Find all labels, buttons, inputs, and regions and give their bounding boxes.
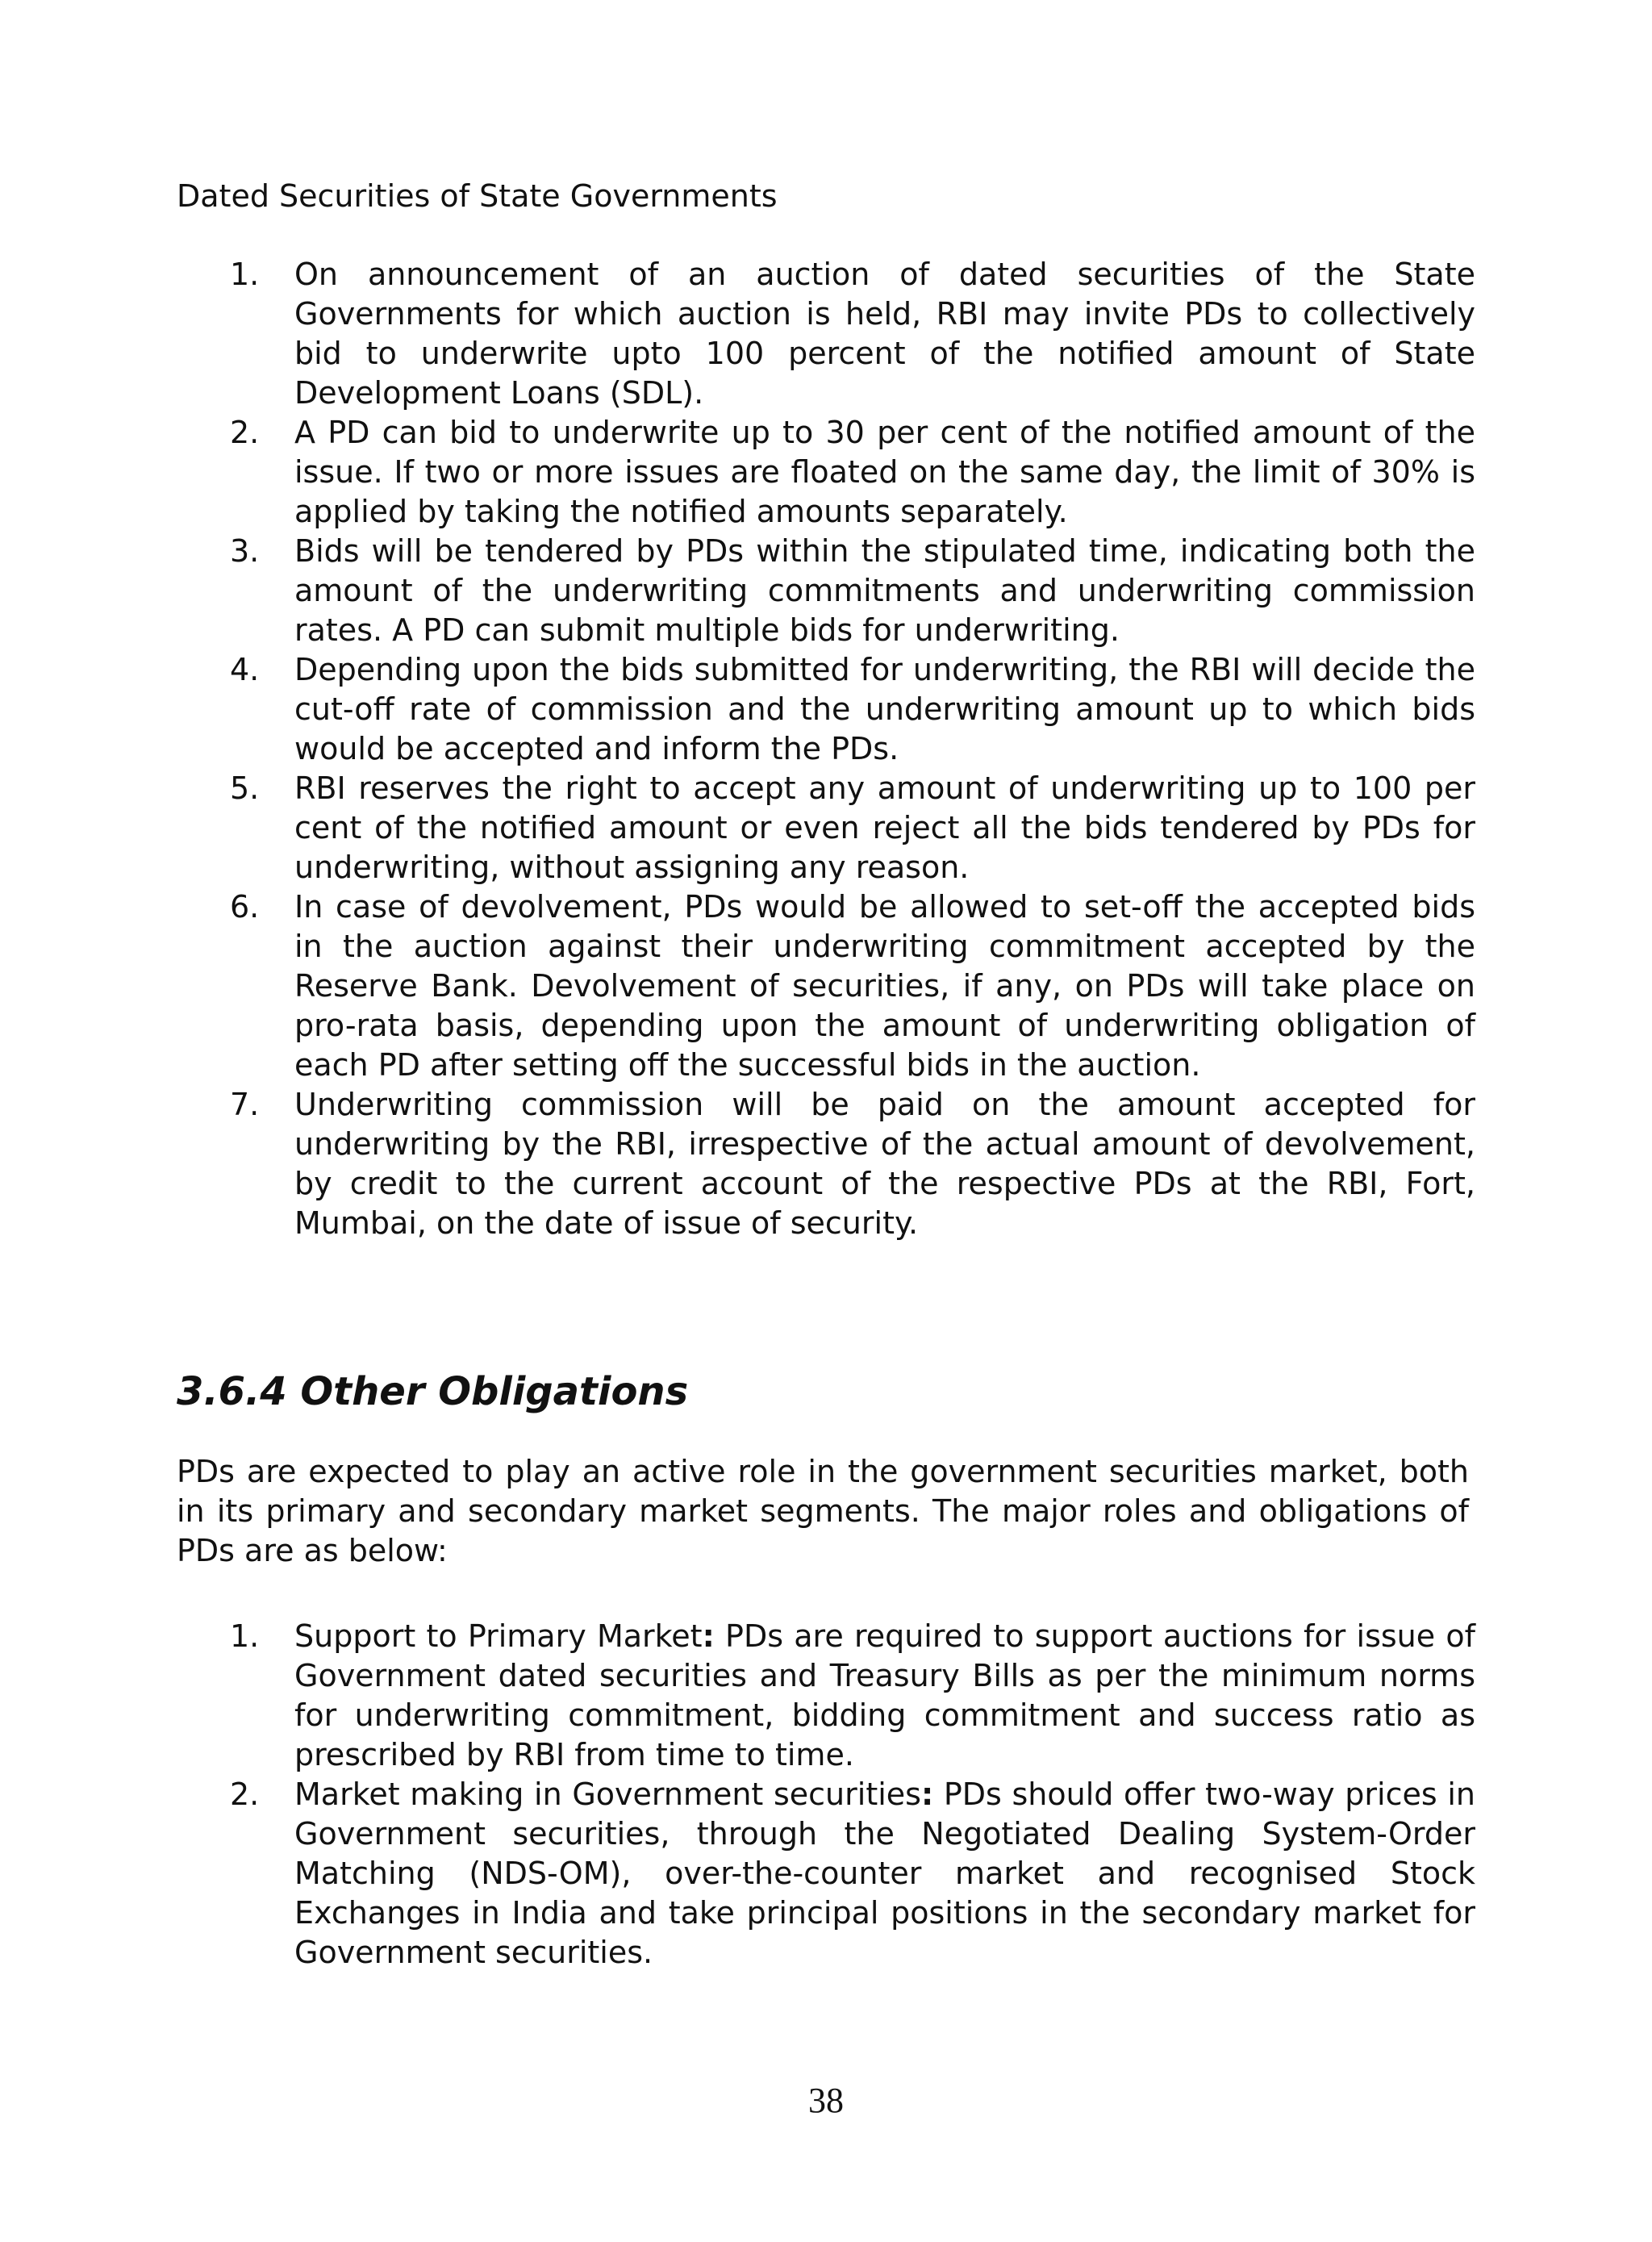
document-page <box>177 0 1475 2242</box>
list-item-number: 2. <box>230 415 260 450</box>
list-item <box>177 413 1475 532</box>
list-item-text: PDs should offer two-way prices in Government securities, through the Negotiated Dealing System-Order Matching (NDS-OM), over-the-counter market and recognised Stock Exchanges in India and take principal positions in the secondary market for Government securities. <box>294 1776 1475 1970</box>
pd-obligations-list <box>177 1617 1475 1973</box>
list-item-number: 6. <box>230 889 260 925</box>
obligation-term: Market making in Government securities <box>294 1776 921 1812</box>
list-item <box>177 255 1475 413</box>
list-item-text: Depending upon the bids submitted for underwriting, the RBI will decide the cut-off rate of commission and the underwriting amount up to which bids would be accepted and inform the PDs. <box>294 652 1475 766</box>
list-item-text: Underwriting commission will be paid on the amount accepted for underwriting by the RBI, irrespective of the actual amount of devolvement, by credit to the current account of the respective PDs at the RBI, Fort, Mumbai, on the date of issue of security. <box>294 1087 1475 1241</box>
state-govt-underwriting-list <box>177 255 1475 1243</box>
list-item-text: In case of devolvement, PDs would be allowed to set-off the accepted bids in the auction against their underwriting commitment accepted by the Reserve Bank. Devolvement of securities, if any, on PDs will take place on pro-rata basis, depending upon the amount of underwriting obligation of each PD after setting off the successful bids in the auction. <box>294 889 1475 1083</box>
list-item-number: 4. <box>230 652 260 687</box>
list-item-text: PDs are required to support auctions for issue of Government dated securities and Treasury Bills as per the minimum norms for underwriting commitment, bidding commitment and success ratio as prescribed by RBI from time to time. <box>294 1618 1476 1772</box>
page-number: 38 <box>808 2081 844 2120</box>
list-item-number: 7. <box>230 1087 260 1122</box>
list-item-number: 2. <box>230 1776 260 1812</box>
list-item <box>177 769 1475 887</box>
section-title: Dated Securities of State Governments <box>177 178 778 214</box>
list-item <box>177 1617 1475 1775</box>
list-item-text: Bids will be tendered by PDs within the stipulated time, indicating both the amount of the underwriting commitments and underwriting commission rates. A PD can submit multiple bids for underwriting. <box>294 533 1475 648</box>
list-item-text: A PD can bid to underwrite up to 30 per cent of the notified amount of the issue. If two or more issues are floated on the same day, the limit of 30% is applied by taking the notified amounts separately. <box>294 415 1475 529</box>
list-item <box>177 1775 1475 1973</box>
list-item <box>177 1085 1475 1243</box>
list-item-text: RBI reserves the right to accept any amount of underwriting up to 100 per cent of the notified amount or even reject all the bids tendered by PDs for underwriting, without assigning any reason. <box>294 770 1475 885</box>
other-obligations-intro: PDs are expected to play an active role in the government securities market, both in its primary and secondary market segments. The major roles and obligations of PDs are as below: <box>177 1454 1469 1568</box>
list-item <box>177 650 1475 769</box>
list-item-number: 3. <box>230 533 260 569</box>
obligation-colon: : <box>920 1776 934 1812</box>
other-obligations-heading: 3.6.4 Other Obligations <box>177 1369 689 1414</box>
list-item-number: 5. <box>230 770 260 806</box>
list-item <box>177 532 1475 650</box>
list-item <box>177 887 1475 1085</box>
obligation-term: Support to Primary Market <box>294 1618 703 1654</box>
list-item-number: 1. <box>230 1618 260 1654</box>
obligation-colon: : <box>702 1618 715 1654</box>
list-item-text: On announcement of an auction of dated securities of the State Governments for which auction is held, RBI may invite PDs to collectively bid to underwrite upto 100 percent of the notified amount of State Development Loans (SDL). <box>294 257 1475 411</box>
list-item-number: 1. <box>230 257 260 292</box>
